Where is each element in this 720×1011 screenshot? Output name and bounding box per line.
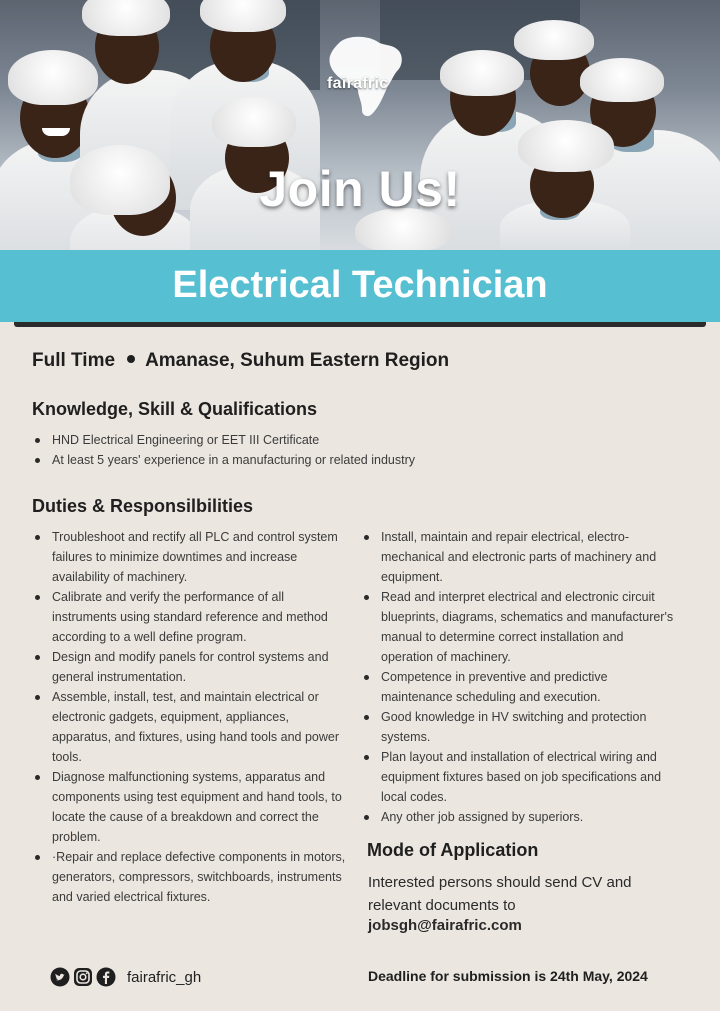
list-item: Install, maintain and repair electrical, electro-mechanical and electronic parts of machinery and equipment. [361, 527, 679, 587]
twitter-icon[interactable] [50, 967, 70, 987]
application-email[interactable]: jobsgh@fairafric.com [368, 917, 522, 934]
duties-heading: Duties & Responsilbilities [32, 496, 254, 516]
list-item: ·Repair and replace defective components in motors, generators, compressors, switchboards, instruments and varied electrical fixtures. [32, 847, 350, 907]
list-item: Competence in preventive and predictive maintenance scheduling and execution. [361, 667, 679, 707]
list-item: At least 5 years' experience in a manufacturing or related industry [32, 450, 692, 470]
list-item: Design and modify panels for control systems and general instrumentation. [32, 647, 350, 687]
bullet-dot-icon [127, 355, 135, 363]
job-meta [32, 350, 449, 372]
list-item: Troubleshoot and rectify all PLC and control system failures to minimize downtimes and increase availability of machinery. [32, 527, 350, 587]
deadline-text: Deadline for submission is 24th May, 2024 [368, 968, 648, 984]
duties-list-right [361, 527, 679, 827]
qualifications-list [32, 430, 692, 470]
application-heading: Mode of Application [367, 840, 539, 860]
duties-list-left [32, 527, 350, 907]
social-handle[interactable]: fairafric_gh [127, 968, 202, 986]
list-item: Good knowledge in HV switching and protection systems. [361, 707, 679, 747]
list-item: Calibrate and verify the performance of all instruments using standard reference and method according to a well define program. [32, 587, 350, 647]
job-title: Electrical Technician [172, 264, 548, 306]
list-item: Diagnose malfunctioning systems, apparatus and components using test equipment and hand tools, to locate the cause of a breakdown and correct the problem. [32, 767, 350, 847]
instagram-icon[interactable] [73, 967, 93, 987]
list-item: Read and interpret electrical and electronic circuit blueprints, diagrams, schematics and manufacturer's manual to determine correct installation and operation of machinery. [361, 587, 679, 667]
job-location: Amanase, Suhum Eastern Region [145, 350, 450, 371]
social-links [50, 967, 201, 987]
application-text: Interested persons should send CV and relevant documents to [368, 874, 632, 914]
list-item: Any other job assigned by superiors. [361, 807, 679, 827]
job-type: Full Time [32, 350, 116, 371]
facebook-icon[interactable] [96, 967, 116, 987]
band-divider [14, 322, 706, 327]
list-item: Plan layout and installation of electrical wiring and equipment fixtures based on job specifications and local codes. [361, 747, 679, 807]
brand-logo-text: fairafric [327, 75, 389, 92]
join-us-headline: Join Us! [259, 161, 461, 217]
list-item: HND Electrical Engineering or EET III Certificate [32, 430, 692, 450]
qualifications-heading: Knowledge, Skill & Qualifications [32, 399, 318, 419]
list-item: Assemble, install, test, and maintain electrical or electronic gadgets, equipment, appliances, apparatus, and fixtures, using hand tools and power tools. [32, 687, 350, 767]
